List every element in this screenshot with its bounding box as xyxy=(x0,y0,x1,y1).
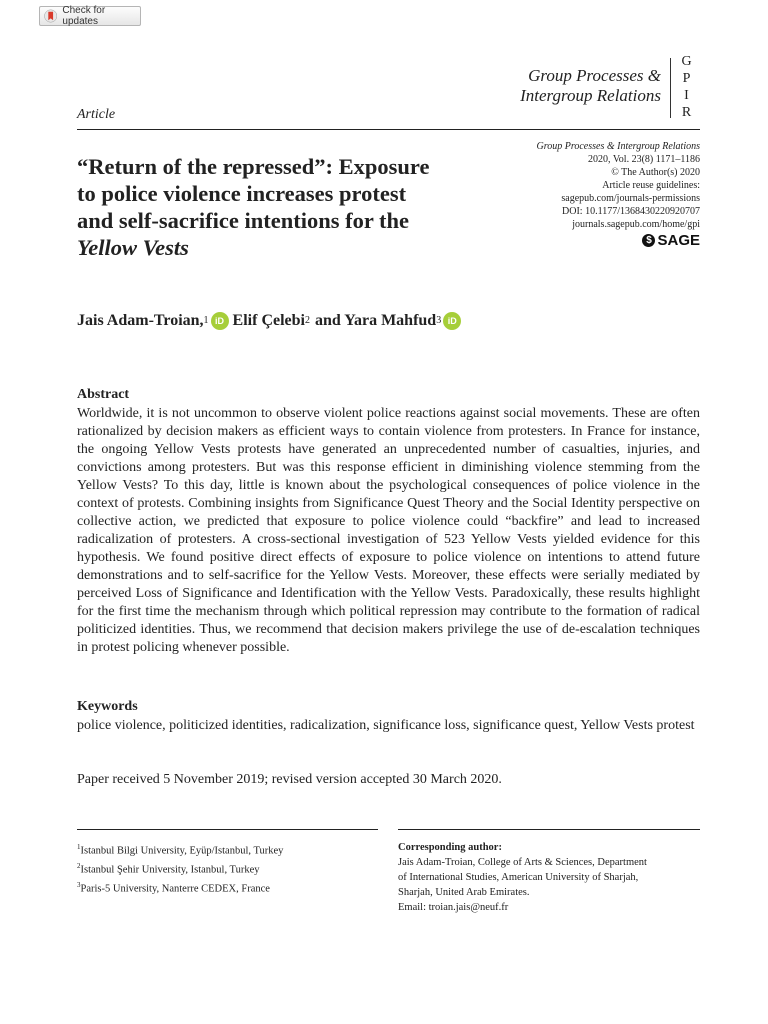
journal-name xyxy=(520,66,661,106)
meta-reuse: Article reuse guidelines: xyxy=(602,180,700,191)
keywords-text: police violence, politicized identities, radicalization, significance loss, significance quest, Yellow Vests protest xyxy=(77,718,695,733)
check-for-updates-button[interactable] xyxy=(39,6,141,26)
meta-permissions-link[interactable]: sagepub.com/journals-permissions xyxy=(561,193,700,204)
author-affiliation-mark: 2 xyxy=(304,314,310,326)
meta-volume: 2020, Vol. 23(8) 1171–1186 xyxy=(588,154,700,165)
affiliation-text: Istanbul Şehir University, Istanbul, Turkey xyxy=(80,864,260,876)
affiliation-text: Paris-5 University, Nanterre CEDEX, France xyxy=(80,883,270,895)
author-name: Jais Adam-Troian, xyxy=(77,312,204,329)
journal-abbrev-letter: P xyxy=(682,71,692,86)
corresponding-author-label: Corresponding author: xyxy=(398,842,502,853)
journal-name-line-2: Intergroup Relations xyxy=(520,86,661,105)
title-line-italic: Yellow Vests xyxy=(77,235,189,260)
journal-abbreviation xyxy=(679,53,695,121)
meta-copyright: © The Author(s) 2020 xyxy=(611,167,700,178)
author-affiliation-mark: 3 xyxy=(436,314,442,326)
author-name: Elif Çelebi xyxy=(232,312,305,329)
journal-abbrev-letter: G xyxy=(681,54,693,69)
article-title xyxy=(77,153,477,261)
title-line: and self-sacrifice intentions for the xyxy=(77,208,410,233)
article-type-label: Article xyxy=(77,107,116,122)
check-for-updates-label: Check for updates xyxy=(62,5,106,27)
keywords-heading: Keywords xyxy=(77,699,138,714)
footer-rule-right xyxy=(398,829,700,830)
title-line: to police violence increases protest xyxy=(77,181,407,206)
affiliation-mark: 3 xyxy=(77,881,81,889)
header-rule xyxy=(77,129,700,130)
corresponding-author-line: Sharjah, United Arab Emirates. xyxy=(398,887,530,898)
title-line: “Return of the repressed”: Exposure xyxy=(77,154,430,179)
affiliations xyxy=(77,840,377,897)
journal-abbrev-letter: R xyxy=(681,105,693,120)
sage-logo-icon: $ xyxy=(642,234,655,247)
affiliation-text: Istanbul Bilgi University, Eyüp/Istanbul, Turkey xyxy=(80,845,284,857)
meta-home-link[interactable]: journals.sagepub.com/home/gpi xyxy=(572,219,700,230)
journal-meta xyxy=(536,140,700,231)
affiliation-item xyxy=(77,840,377,859)
affiliation-item xyxy=(77,878,377,897)
meta-journal-name: Group Processes & Intergroup Relations xyxy=(536,141,700,152)
corresponding-author-email[interactable]: Email: troian.jais@neuf.fr xyxy=(398,902,509,913)
corresponding-author-line: Jais Adam-Troian, College of Arts & Sciences, Department xyxy=(398,857,647,868)
abstract-text: Worldwide, it is not uncommon to observe violent police reactions against social movements. These are often rationalized by decision makers as efficient ways to contain violence from protesters. In France for instance, the ongoing Yellow Vests protests have generated an unprecedented number of casualties, injuries, and convictions among protesters. But was this response efficient in diminishing violence stemming from the Yellow Vests? To this day, little is known about the psychological consequences of police violence in the context of protests. Combining insights from Significance Quest Theory and the Social Identity perspective on collective action, we predicted that exposure to police violence could “backfire” and lead to increased radicalization of protesters. A cross-sectional investigation of 523 Yellow Vests yielded evidence for this hypothesis. We found positive direct effects of exposure to police violence on intentions to attend future demonstrations and to self-sacrifice for the Yellow Vests. Moreover, these effects were serially mediated by perceived Loss of Significance and Identification with the Yellow Vests. Paradoxically, these results highlight for the first time the mechanism through which political repression may contribute to the formation of radical politicized identities. Thus, we recommend that decision makers privilege the use of de-escalation techniques in protest policing whenever possible. xyxy=(77,406,700,655)
footer-rule-left xyxy=(77,829,378,830)
affiliation-mark: 1 xyxy=(77,843,81,851)
author-affiliation-mark: 1 xyxy=(203,314,209,326)
author-list xyxy=(77,312,465,330)
paper-dates: Paper received 5 November 2019; revised version accepted 30 March 2020. xyxy=(77,772,502,787)
journal-name-line-1: Group Processes & xyxy=(528,66,661,85)
orcid-icon[interactable]: iD xyxy=(443,312,461,330)
affiliation-mark: 2 xyxy=(77,862,81,870)
abstract-heading: Abstract xyxy=(77,387,130,402)
orcid-icon[interactable]: iD xyxy=(211,312,229,330)
author-name: and Yara Mahfud xyxy=(314,312,437,329)
journal-abbrev-letter: I xyxy=(684,88,690,103)
sage-logo xyxy=(642,232,700,249)
header-vertical-rule xyxy=(670,58,671,118)
corresponding-author xyxy=(398,840,700,915)
bookmark-update-icon xyxy=(44,9,57,23)
corresponding-author-line: of International Studies, American University of Sharjah, xyxy=(398,872,639,883)
sage-logo-text: SAGE xyxy=(657,232,700,249)
meta-doi-link[interactable]: DOI: 10.1177/1368430220920707 xyxy=(562,206,700,217)
affiliation-item xyxy=(77,859,377,878)
